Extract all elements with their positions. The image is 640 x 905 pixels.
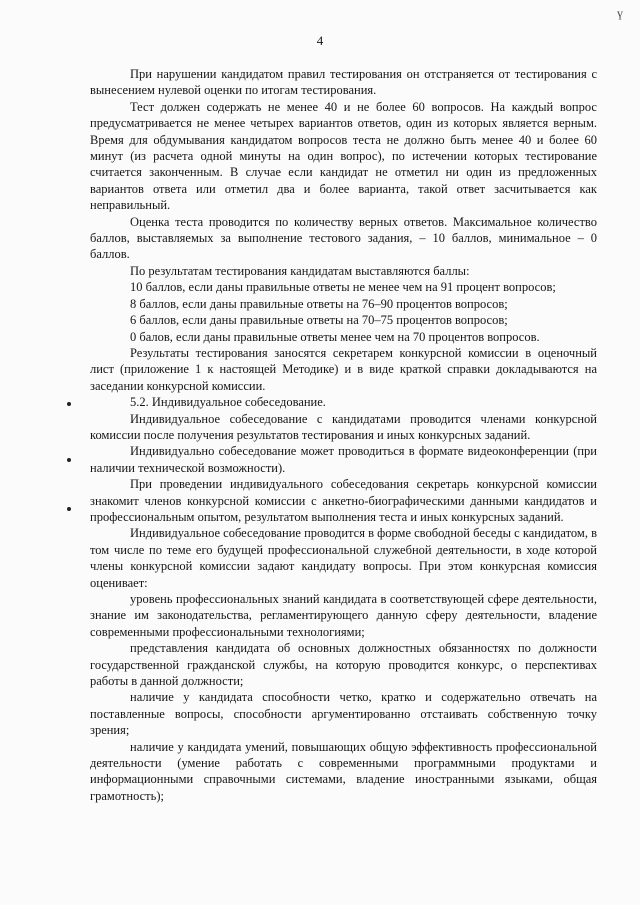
- paragraph: При проведении индивидуального собеседования секретарь конкурсной комиссии знакомит членов конкурсной комиссии с анкетно-биографическими данными кандидатов и профессиональным опытом, результатом выполнения теста и иных конкурсных заданий.: [90, 477, 597, 524]
- paragraph: По результатам тестирования кандидатам выставляются баллы:: [130, 263, 470, 278]
- paragraph: наличие у кандидата способности четко, кратко и содержательно отвечать на поставленные вопросы, способности аргументированно отстаивать собственную точку зрения;: [90, 690, 597, 738]
- document-body: [90, 66, 597, 804]
- paragraph: наличие у кандидата умений, повышающих общую эффективность профессиональной деятельности (умение работать с современными программными продуктами и информационными справочными системами, владение иностранными языками, общая грамотность);: [90, 739, 597, 803]
- corner-mark: ү: [617, 6, 623, 20]
- paragraph: При нарушении кандидатом правил тестирования он отстраняется от тестирования с вынесением нулевой оценки по итогам тестирования.: [90, 67, 597, 98]
- paragraph: 0 балов, если даны правильные ответы менее чем на 70 процентов вопросов.: [130, 329, 540, 344]
- paragraph: Тест должен содержать не менее 40 и не более 60 вопросов. На каждый вопрос предусматривается не менее четырех вариантов ответов, один из которых является верным. Время для обдумывания кандидатом вопросов теста не должно быть менее 40 и более 60 минут (из расчета одной минуты на один вопрос), по истечении которых тестирование считается законченным. В случае если кандидат не отметил ни один из предложенных вариантов ответа или отметил два и более варианта, такой ответ засчитывается как неправильный.: [90, 99, 597, 213]
- paragraph: Индивидуально собеседование может проводиться в формате видеоконференции (при наличии технической возможности).: [90, 444, 597, 475]
- paragraph: Индивидуальное собеседование проводится в форме свободной беседы с кандидатом, в том числе по теме его будущей профессиональной служебной деятельности, в ходе которой члены конкурсной комиссии задают кандидату вопросы. При этом конкурсная комиссия оценивает:: [90, 526, 597, 590]
- section-heading: 5.2. Индивидуальное собеседование.: [130, 395, 326, 410]
- paragraph: 10 баллов, если даны правильные ответы не менее чем на 91 процент вопросов;: [130, 280, 556, 295]
- page-number: 4: [316, 33, 324, 48]
- paragraph: уровень профессиональных знаний кандидата в соответствующей сфере деятельности, знание им законодательства, регламентирующего данную сферу деятельности, владение современными профессиональными технологиями;: [90, 592, 597, 639]
- paragraph: представления кандидата об основных должностных обязанностях по должности государственной гражданской службы, на которую проводится конкурс, о перспективах работы в данной должности;: [90, 641, 597, 689]
- margin-mark: [67, 458, 71, 462]
- margin-mark: [67, 507, 71, 511]
- paragraph: Результаты тестирования заносятся секретарем конкурсной комиссии в оценочный лист (приложение 1 к настоящей Методике) и в виде краткой справки докладываются на заседании конкурсной комиссии.: [90, 345, 597, 393]
- paragraph: Индивидуальное собеседование с кандидатами проводится членами конкурсной комиссии после получения результатов тестирования и иных конкурсных заданий.: [90, 411, 597, 442]
- paragraph: Оценка теста проводится по количеству верных ответов. Максимальное количество баллов, выставляемых за выполнение тестового задания, – 10 баллов, минимальное – 0 баллов.: [90, 214, 597, 262]
- margin-mark: [67, 402, 71, 406]
- paragraph: 8 баллов, если даны правильные ответы на 76–90 процентов вопросов;: [130, 296, 508, 311]
- paragraph: 6 баллов, если даны правильные ответы на 70–75 процентов вопросов;: [130, 313, 508, 328]
